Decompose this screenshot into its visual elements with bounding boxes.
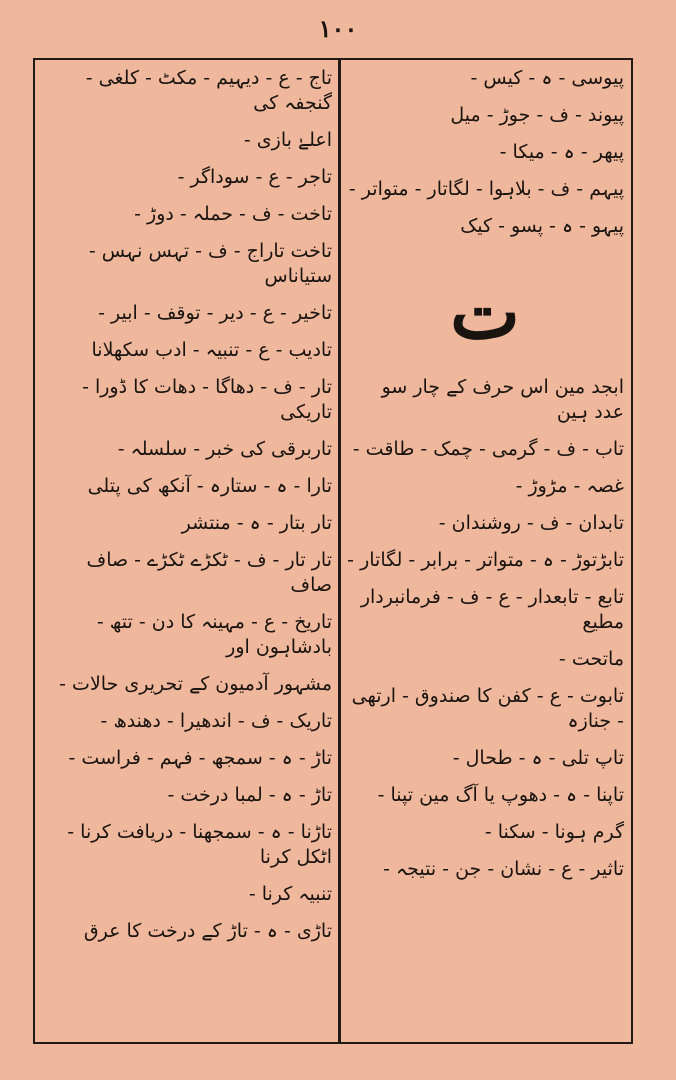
section-letter-heading: ت	[450, 270, 520, 356]
dictionary-entry: غصہ - مڑوڑ -	[515, 475, 624, 497]
dictionary-entry: تاخت - ف - حملہ - دوڑ -	[134, 203, 332, 225]
right-column	[346, 66, 624, 1036]
dictionary-entry: تاج - ع - دیہیم - مکٹ - کلغی - گنجفہ کی	[85, 67, 332, 114]
section-intro: ابجد مین اس حرف کے چار سو عدد ہین	[381, 376, 624, 423]
dictionary-entry: اعلےٰ بازی -	[243, 129, 332, 151]
page-number: ۱۰۰	[318, 14, 358, 43]
column-divider	[338, 58, 341, 1044]
dictionary-entry: پیوند - ف - جوڑ - میل	[450, 104, 624, 126]
left-column	[40, 66, 332, 1036]
dictionary-entry: تاپ تلی - ہ - طحال -	[452, 747, 624, 769]
dictionary-entry: تاخت تاراج - ف - تہس نہس - ستیاناس	[88, 240, 332, 287]
dictionary-entry: تاب - ف - گرمی - چمک - طاقت -	[352, 438, 624, 460]
dictionary-entry: تاجر - ع - سوداگر -	[177, 166, 332, 188]
dictionary-entry: مشہور آدمیون کے تحریری حالات -	[59, 673, 332, 695]
dictionary-entry: تابڑتوڑ - ہ - متواتر - برابر - لگاتار -	[347, 549, 624, 571]
dictionary-entry: تار تار - ف - ٹکڑے ٹکڑے - صاف صاف	[86, 549, 332, 596]
dictionary-entry: تابوت - ع - کفن کا صندوق - ارتھی - جنازہ	[351, 685, 624, 732]
dictionary-entry: تادیب - ع - تنبیہ - ادب سکھلانا	[91, 339, 332, 361]
dictionary-entry: پیھر - ہ - میکا -	[499, 141, 624, 163]
dictionary-entry: پیوسی - ہ - کیس -	[470, 67, 624, 89]
dictionary-entry: تاریخ - ع - مہینہ کا دن - تتھ - بادشاہون اور	[96, 611, 332, 658]
dictionary-entry: تاڑ - ہ - لمبا درخت -	[167, 784, 332, 806]
dictionary-entry: تاثیر - ع - نشان - جن - نتیجہ -	[383, 858, 624, 880]
dictionary-entry: تابع - تابعدار - ع - ف - فرمانبردار مطیع	[360, 586, 624, 633]
dictionary-entry: تاڑی - ہ - تاڑ کے درخت کا عرق	[83, 920, 332, 942]
dictionary-entry: تاربرقی کی خبر - سلسلہ -	[117, 438, 332, 460]
dictionary-entry: تار بتار - ہ - منتشر	[181, 512, 332, 534]
dictionary-entry: تاخیر - ع - دیر - توقف - ابیر -	[98, 302, 332, 324]
dictionary-entry: تاڑنا - ہ - سمجھنا - دریافت کرنا - اٹکل کرنا	[67, 821, 332, 868]
dictionary-entry: تارا - ہ - ستارہ - آنکھ کی پتلی	[87, 475, 332, 497]
dictionary-entry: تنبیہ کرنا -	[248, 883, 332, 905]
dictionary-entry: پیہم - ف - بلاہوا - لگاتار - متواتر -	[348, 178, 624, 200]
dictionary-entry: گرم ہونا - سکنا -	[484, 821, 624, 843]
dictionary-entry: تاریک - ف - اندھیرا - دھندھ -	[100, 710, 332, 732]
dictionary-entry: تار - ف - دھاگا - دھات کا ڈورا - تاریکی	[82, 376, 332, 423]
dictionary-entry: تابدان - ف - روشندان -	[438, 512, 624, 534]
dictionary-entry: تاڑ - ہ - سمجھ - فہم - فراست -	[68, 747, 332, 769]
dictionary-entry: ماتحت -	[558, 648, 624, 670]
dictionary-entry: پیہو - ہ - پسو - کیک	[460, 215, 624, 237]
dictionary-entry: تاپنا - ہ - دھوپ یا آگ مین تپنا -	[377, 784, 624, 806]
